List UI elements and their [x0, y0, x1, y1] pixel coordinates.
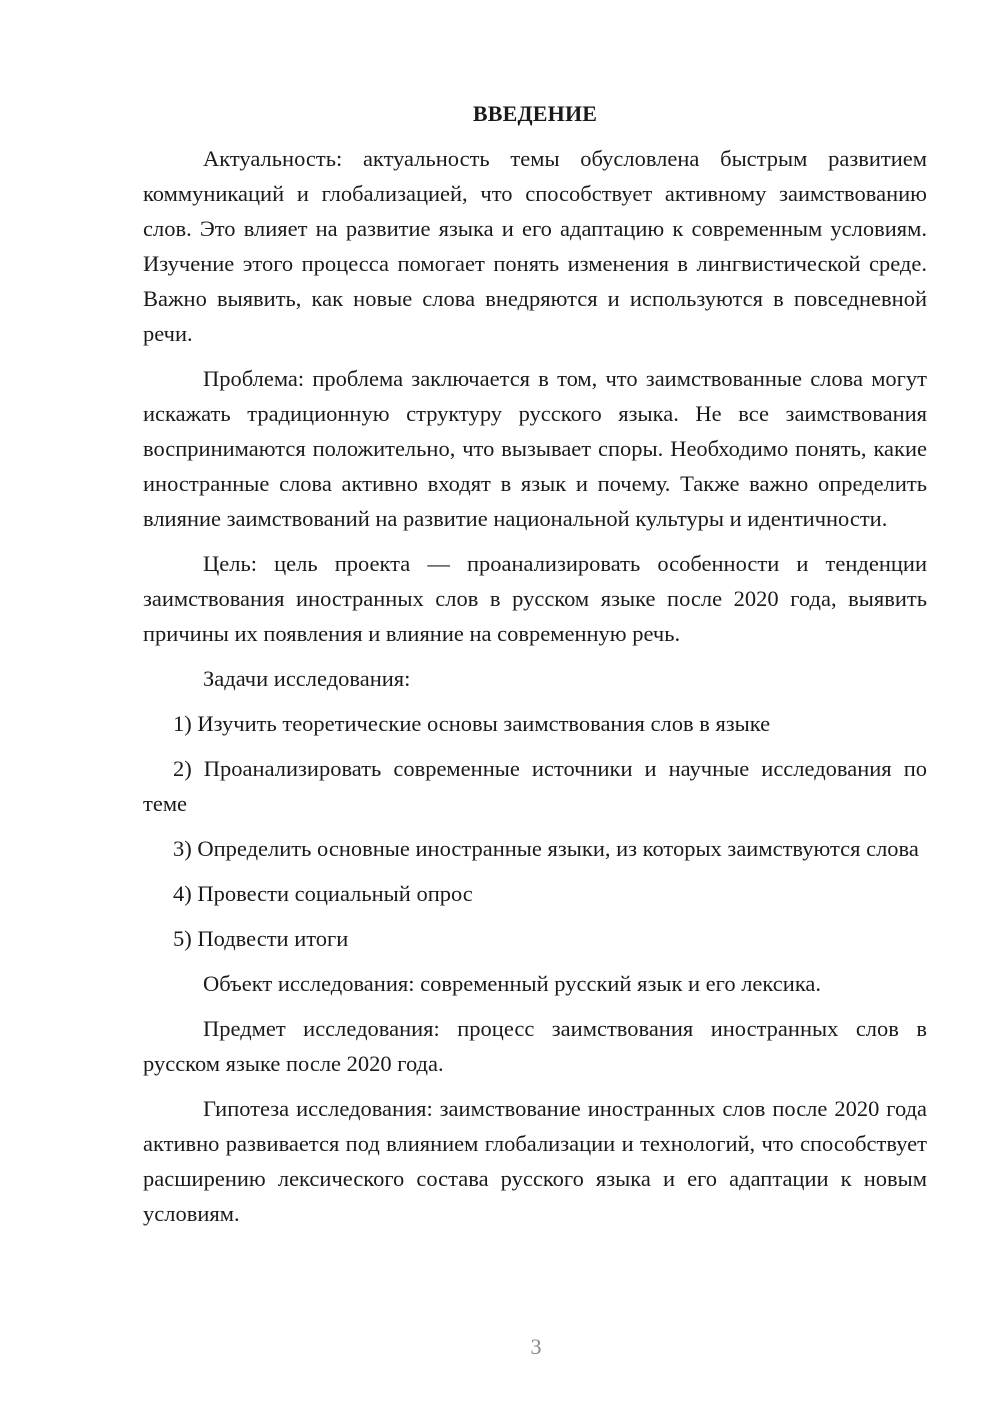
paragraph-subject: Предмет исследования: процесс заимствования иностранных слов в русском языке после 2020 года. [143, 1016, 927, 1076]
paragraph-object: Объект исследования: современный русский язык и его лексика. [203, 971, 822, 996]
task-item: 2) Проанализировать современные источники и научные исследования по теме [143, 756, 927, 816]
task-item: 3) Определить основные иностранные языки, из которых заимствуются слова [173, 836, 919, 861]
section-title: ВВЕДЕНИЕ [472, 101, 598, 126]
paragraph-relevance: Актуальность: актуальность темы обусловлена быстрым развитием коммуникаций и глобализацией, что способствует активному заимствованию слов. Это влияет на развитие языка и его адаптацию к современным условиям. Изучение этого процесса помогает понять изменения в лингвистической среде. Важно выявить, как новые слова внедряются и используются в повседневной речи. [143, 146, 927, 346]
task-item: 4) Провести социальный опрос [173, 881, 473, 906]
tasks-list [143, 706, 927, 956]
document-page [143, 96, 927, 1241]
task-item: 1) Изучить теоретические основы заимствования слов в языке [173, 711, 771, 736]
paragraph-goal: Цель: цель проекта — проанализировать особенности и тенденции заимствования иностранных слов в русском языке после 2020 года, выявить причины их появления и влияние на современную речь. [143, 551, 927, 646]
page-number: 3 [530, 1334, 542, 1359]
paragraph-problem: Проблема: проблема заключается в том, что заимствованные слова могут искажать традиционную структуру русского языка. Не все заимствования воспринимаются положительно, что вызывает споры. Необходимо понять, какие иностранные слова активно входят в язык и почему. Также важно определить влияние заимствований на развитие национальной культуры и идентичности. [143, 366, 927, 531]
paragraph-hypothesis: Гипотеза исследования: заимствование иностранных слов после 2020 года активно развивается под влиянием глобализации и технологий, что способствует расширению лексического состава русского языка и его адаптации к новым условиям. [143, 1096, 927, 1226]
task-item: 5) Подвести итоги [173, 926, 349, 951]
tasks-heading: Задачи исследования: [203, 666, 411, 691]
